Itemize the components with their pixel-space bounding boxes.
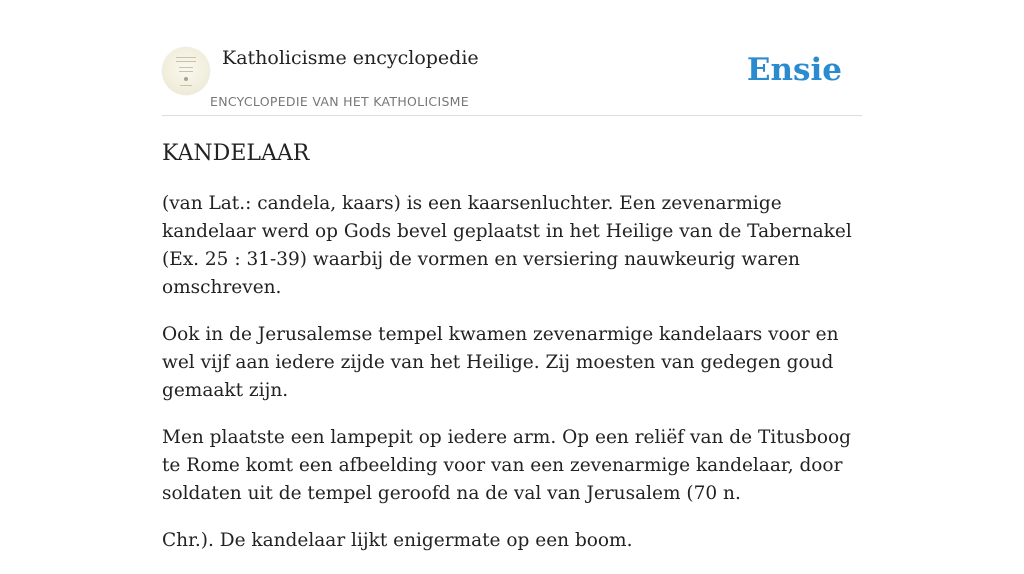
article-paragraph: Chr.). De kandelaar lijkt enigermate op een boom.: [162, 530, 633, 551]
article-paragraph: Ook in de Jerusalemse tempel kwamen zevenarmige kandelaars voor en wel vijf aan iedere zijde van het Heilige. Zij moesten van gedegen goud gemaakt zijn.: [162, 324, 839, 401]
ensie-logo[interactable]: Ensie: [746, 52, 842, 88]
article-paragraph: Men plaatste een lampepit op iedere arm. Op een reliëf van de Titusboog te Rome komt een afbeelding voor van een zevenarmige kandelaar, door soldaten uit de tempel geroofd na de val van Jerusalem (70 n.: [162, 427, 851, 504]
encyclopedia-cover-icon[interactable]: [162, 47, 210, 95]
article-title: KANDELAAR: [162, 141, 310, 166]
article-paragraph: (van Lat.: candela, kaars) is een kaarsenluchter. Een zevenarmige kandelaar werd op Gods bevel geplaatst in het Heilige van de Tabernakel (Ex. 25 : 31-39) waarbij de vormen en versiering nauwkeurig waren omschreven.: [162, 193, 852, 298]
site-subtitle: ENCYCLOPEDIE VAN HET KATHOLICISME: [210, 94, 469, 109]
site-title[interactable]: Katholicisme encyclopedie: [222, 47, 479, 69]
site-header: [162, 44, 862, 116]
article-content: [162, 138, 862, 574]
